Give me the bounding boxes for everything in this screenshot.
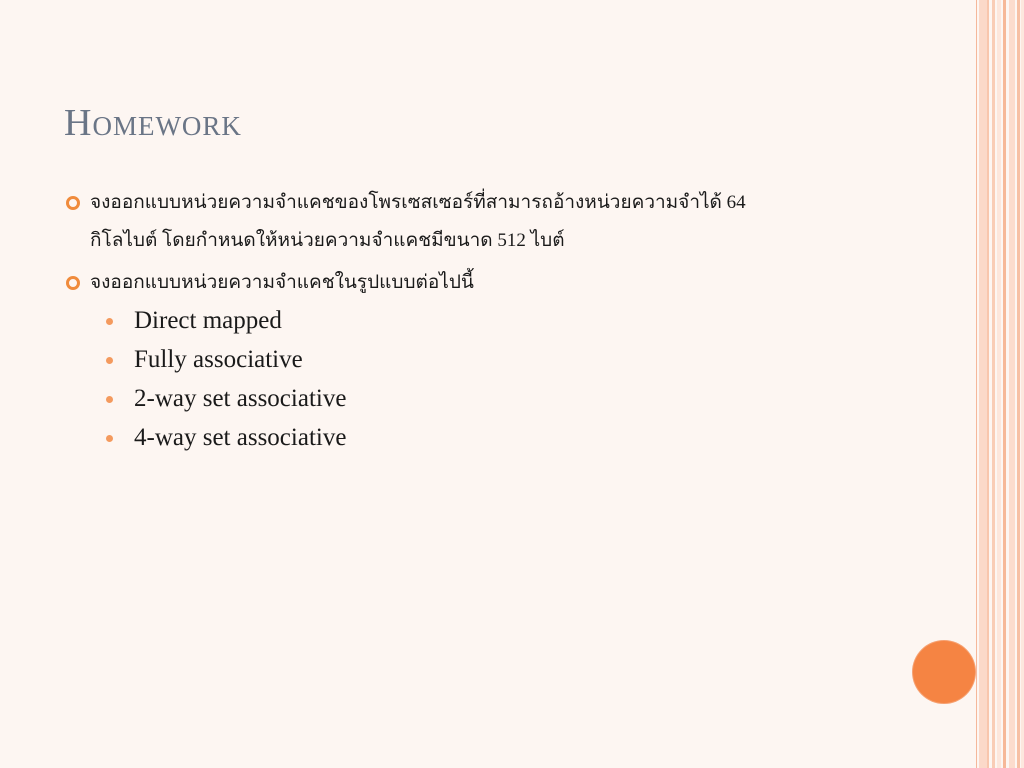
ring-bullet-icon bbox=[66, 276, 80, 290]
bullet-text-line: จงออกแบบหน่วยความจำแคชของโพรเซสเซอร์ที่สามารถอ้างหน่วยความจำได้ 64 bbox=[90, 192, 746, 213]
sub-list-item bbox=[104, 340, 894, 379]
right-stripe bbox=[976, 0, 977, 768]
ring-bullet-icon bbox=[66, 196, 80, 210]
sub-item-text: 4-way set associative bbox=[134, 424, 347, 451]
right-stripe bbox=[1017, 0, 1020, 768]
right-stripe bbox=[1009, 0, 1015, 768]
right-stripe bbox=[979, 0, 987, 768]
dot-bullet-icon bbox=[106, 357, 113, 364]
bullet-text-line: กิโลไบต์ โดยกำหนดให้หน่วยความจำแคชมีขนาด 512 ไบต์ bbox=[90, 230, 565, 251]
right-stripe bbox=[992, 0, 995, 768]
slide-content bbox=[64, 184, 854, 457]
bullet-item bbox=[64, 264, 854, 302]
sub-list-item bbox=[104, 418, 894, 457]
right-stripe bbox=[997, 0, 1001, 768]
orange-circle-decoration bbox=[913, 641, 975, 703]
dot-bullet-icon bbox=[106, 396, 113, 403]
slide-title: Homework bbox=[64, 102, 242, 144]
right-stripe bbox=[987, 0, 989, 768]
right-stripe bbox=[1003, 0, 1006, 768]
sub-item-text: Fully associative bbox=[134, 346, 303, 373]
bullet-item bbox=[64, 184, 854, 260]
sub-list-item bbox=[104, 379, 894, 418]
dot-bullet-icon bbox=[106, 435, 113, 442]
sub-item-text: Direct mapped bbox=[134, 307, 282, 334]
bullet-text-line: จงออกแบบหน่วยความจำแคชในรูปแบบต่อไปนี้ bbox=[90, 272, 474, 293]
sub-list-item bbox=[104, 301, 894, 340]
dot-bullet-icon bbox=[106, 318, 113, 325]
sub-list bbox=[104, 301, 894, 457]
sub-item-text: 2-way set associative bbox=[134, 385, 347, 412]
